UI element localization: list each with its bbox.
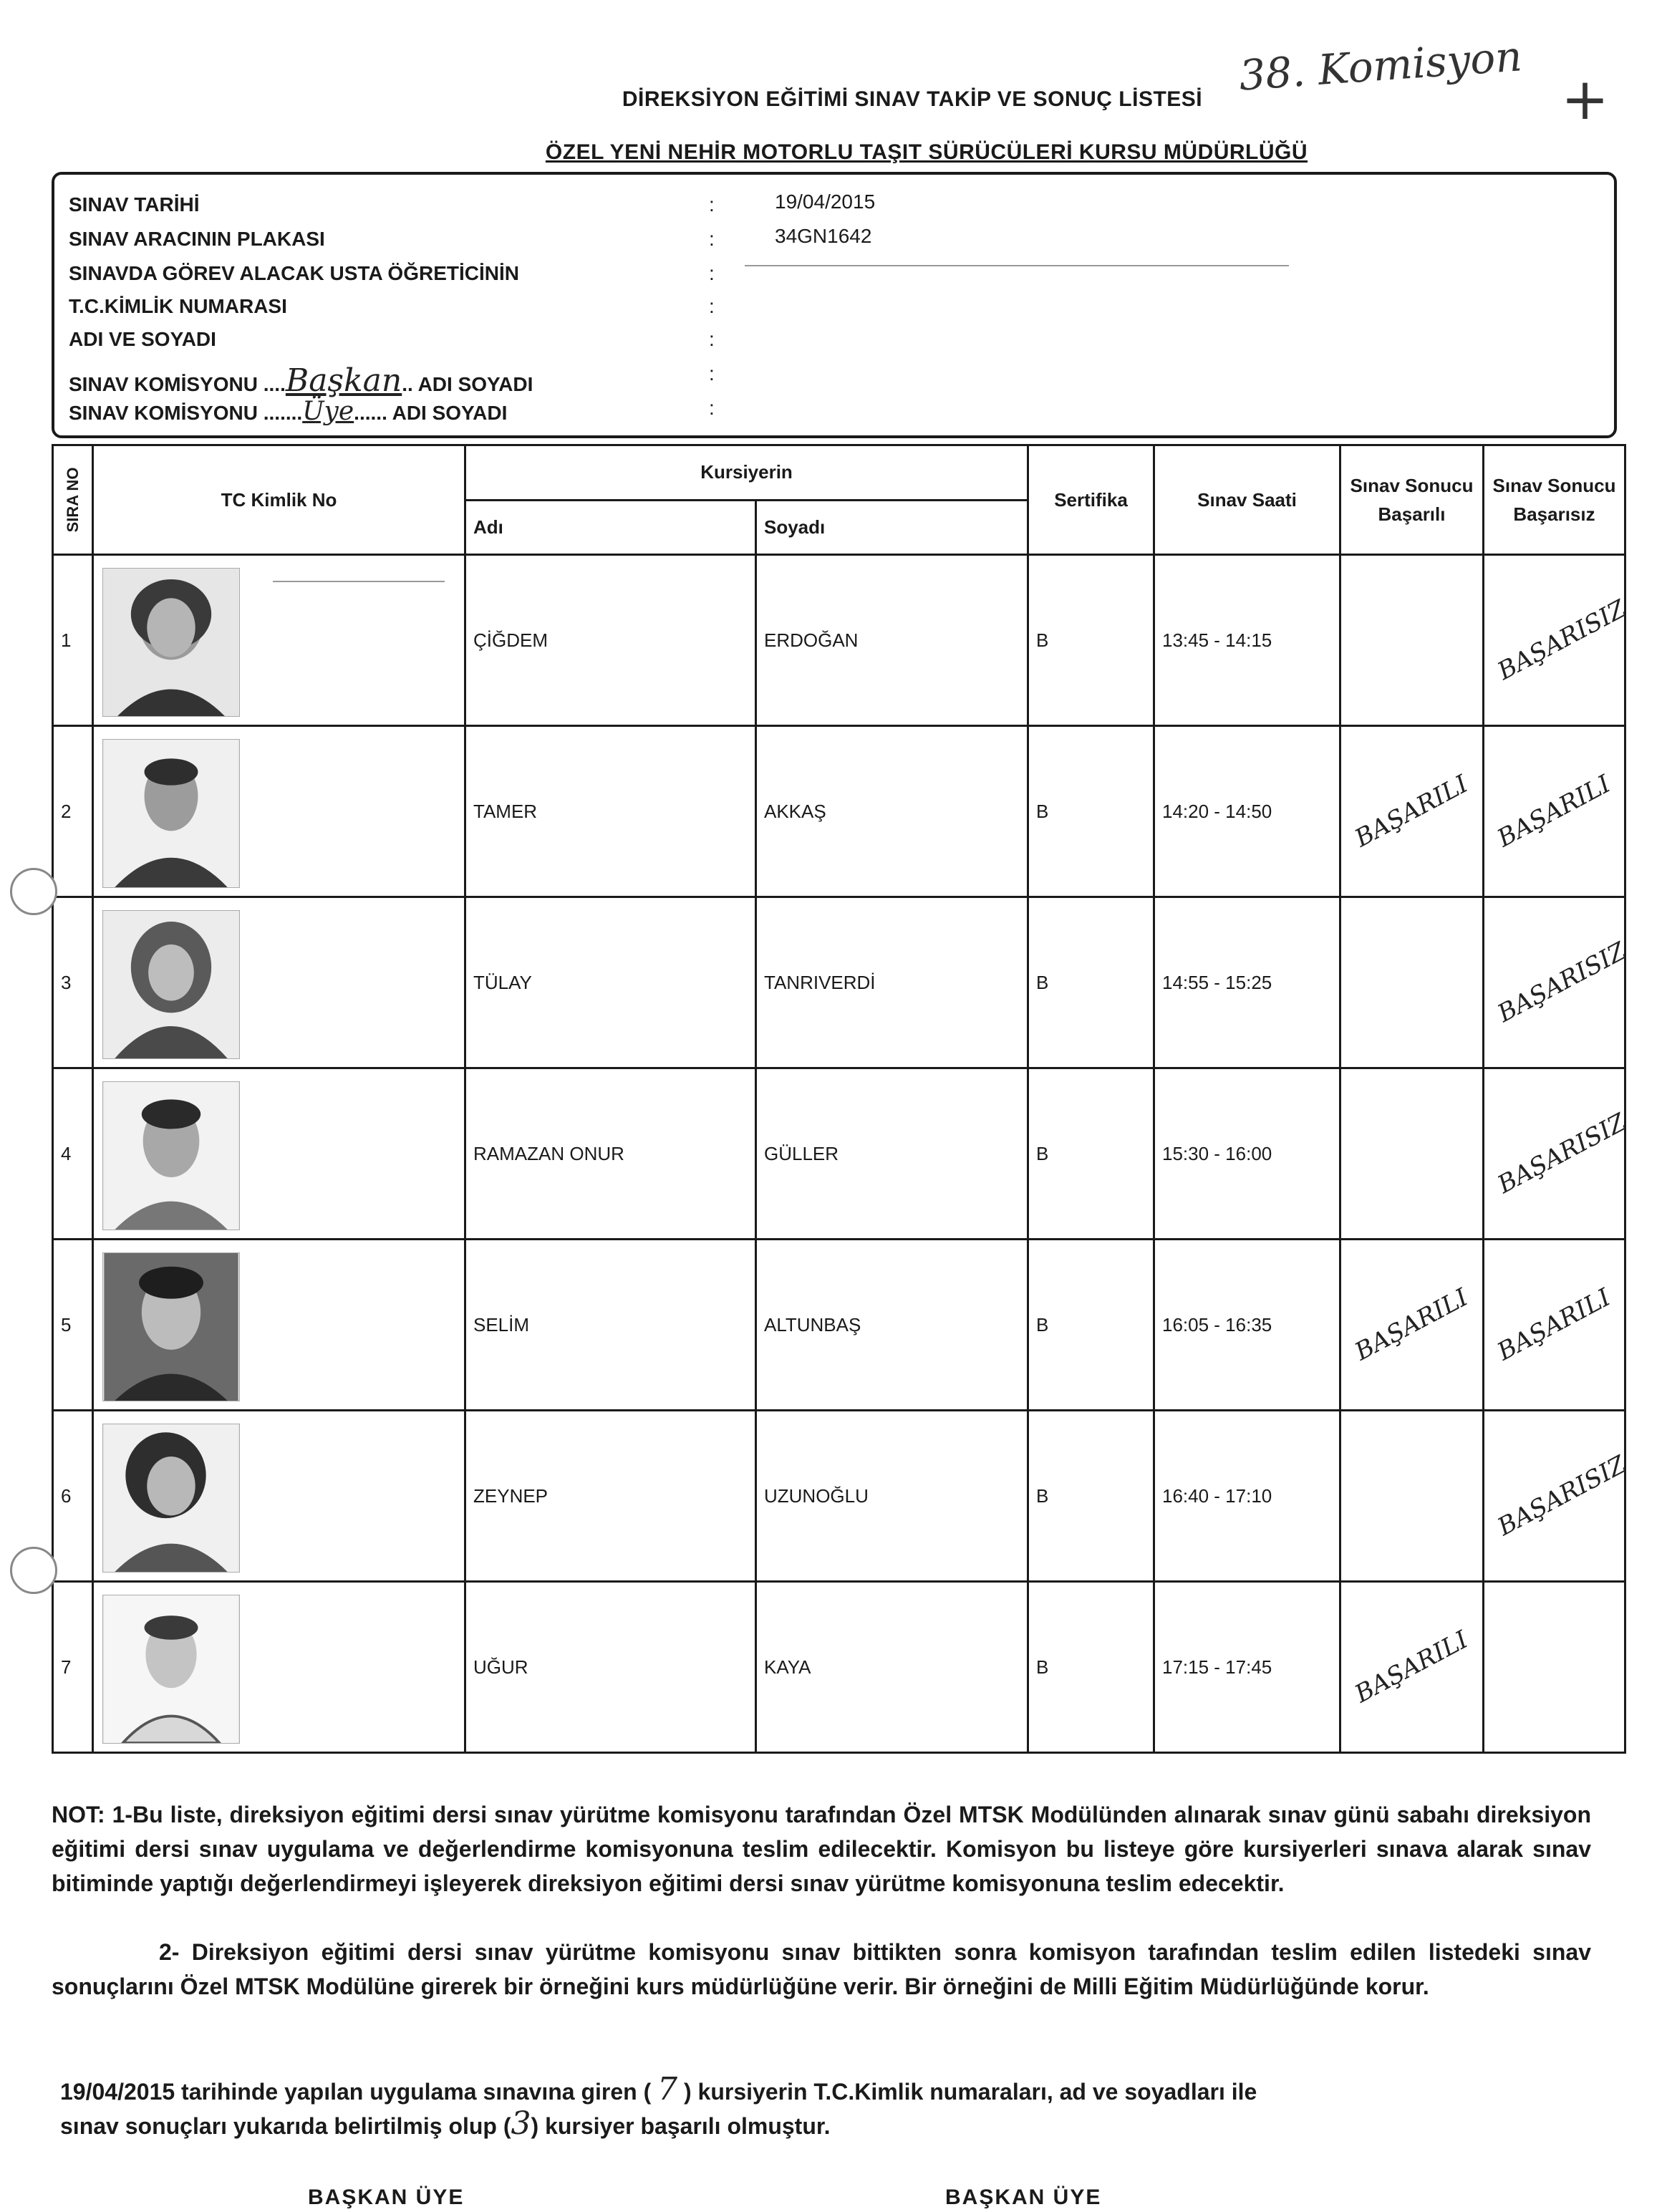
colon: :	[709, 193, 715, 216]
result-failed: BAŞARISIZ	[1484, 897, 1625, 1068]
row-number: 3	[53, 897, 93, 1068]
result-passed	[1340, 897, 1484, 1068]
exam-time: 17:15 - 17:45	[1154, 1582, 1340, 1753]
exam-time: 14:55 - 15:25	[1154, 897, 1340, 1068]
punch-hole	[10, 868, 57, 915]
candidate-first-name: TAMER	[465, 726, 756, 897]
certificate-class: B	[1028, 1068, 1154, 1240]
commission-chair-row: SINAV KOMİSYONU ....Başkan.. ADI SOYADI	[69, 362, 533, 399]
result-passed	[1340, 1411, 1484, 1582]
institution-name-text: ÖZEL YENİ NEHİR MOTORLU TAŞIT SÜRÜCÜLERİ KURSU MÜDÜRLÜĞÜ	[545, 140, 1308, 164]
table-row	[53, 1240, 1625, 1411]
certificate-class: B	[1028, 555, 1154, 726]
signature-label-right: BAŞKAN ÜYE	[945, 2186, 1102, 2209]
commission-member-label: SINAV KOMİSYONU	[69, 402, 258, 424]
certificate-class: B	[1028, 1582, 1154, 1753]
row-number: 2	[53, 726, 93, 897]
certificate-class: B	[1028, 1411, 1154, 1582]
table-row	[53, 1411, 1625, 1582]
exam-time: 16:40 - 17:10	[1154, 1411, 1340, 1582]
handwritten-commission-note: 38. Komisyon	[1237, 32, 1524, 100]
table-row	[53, 1582, 1625, 1753]
header-sira-no: SIRA NO	[53, 445, 93, 555]
result-passed: BAŞARILI	[1340, 1240, 1484, 1411]
colon: :	[709, 295, 715, 317]
colon: :	[709, 362, 715, 385]
candidate-first-name: ÇİĞDEM	[465, 555, 756, 726]
row-number: 4	[53, 1068, 93, 1240]
candidate-last-name: TANRIVERDİ	[756, 897, 1028, 1068]
header-kursiyerin: Kursiyerin	[465, 445, 1028, 501]
punch-hole	[10, 1547, 57, 1594]
candidate-last-name: ALTUNBAŞ	[756, 1240, 1028, 1411]
candidate-last-name: KAYA	[756, 1582, 1028, 1753]
colon: :	[709, 262, 715, 284]
candidate-photo	[102, 1081, 240, 1230]
candidate-photo	[102, 1252, 240, 1401]
commission-member-name-label: ADI SOYADI	[392, 402, 508, 424]
tc-photo-cell	[93, 726, 465, 897]
note-1: NOT: 1-Bu liste, direksiyon eğitimi dersi sınav yürütme komisyonu tarafından Özel MTSK Modülünden alınarak sınav günü sabahı direksiyon eğitimi dersi sınav uygulama ve değerlendirme komisyonuna teslim edilecektir. Komisyon bu listeye göre kursiyerleri sınava alarak sınav bitiminde yaptığı değerlendirmeyi işleyerek direksiyon eğitimi dersi sınav yürütme komisyonuna teslim edecektir.	[52, 1802, 1591, 1896]
header-sinav-saati: Sınav Saati	[1154, 445, 1340, 555]
result-passed: BAŞARILI	[1340, 1582, 1484, 1753]
summary-line-1: 19/04/2015 tarihinde yapılan uygulama sınavına giren ( 7 ) kursiyerin T.C.Kimlik numaraları, ad ve soyadları ile	[60, 2071, 1257, 2107]
exam-date-label: SINAV TARİHİ	[69, 193, 200, 216]
tc-photo-cell	[93, 1411, 465, 1582]
instructor-label: SINAVDA GÖREV ALACAK USTA ÖĞRETİCİNİN	[69, 262, 519, 284]
tc-number-label: T.C.KİMLİK NUMARASI	[69, 295, 287, 317]
row-number: 1	[53, 555, 93, 726]
header-soyadi: Soyadı	[756, 500, 1028, 555]
candidate-photo	[102, 1595, 240, 1744]
commission-chair-label: SINAV KOMİSYONU	[69, 373, 258, 395]
candidate-photo	[102, 910, 240, 1059]
candidate-first-name: ZEYNEP	[465, 1411, 756, 1582]
header-tc-kimlik: TC Kimlik No	[93, 445, 465, 555]
tc-photo-cell	[93, 1582, 465, 1753]
result-passed	[1340, 555, 1484, 726]
table-row	[53, 897, 1625, 1068]
candidate-last-name: GÜLLER	[756, 1068, 1028, 1240]
candidate-photo	[102, 739, 240, 888]
result-failed: BAŞARISIZ	[1484, 1068, 1625, 1240]
exam-date-value: 19/04/2015	[775, 190, 876, 213]
certificate-class: B	[1028, 1240, 1154, 1411]
candidates-table	[52, 444, 1631, 1754]
tc-photo-cell	[93, 555, 465, 726]
handwritten-member: Üye	[302, 397, 354, 426]
exam-time: 15:30 - 16:00	[1154, 1068, 1340, 1240]
certificate-class: B	[1028, 897, 1154, 1068]
result-failed: BAŞARILI	[1484, 726, 1625, 897]
row-number: 6	[53, 1411, 93, 1582]
colon: :	[709, 228, 715, 250]
result-failed: BAŞARILI	[1484, 1240, 1625, 1411]
row-number: 7	[53, 1582, 93, 1753]
candidate-last-name: ERDOĞAN	[756, 555, 1028, 726]
candidate-photo	[102, 568, 240, 717]
tc-redacted-line	[273, 581, 445, 582]
handwritten-count: 7	[657, 2071, 678, 2107]
header-basarisiz: Sınav Sonucu Başarısız	[1484, 445, 1625, 555]
tc-photo-cell	[93, 1068, 465, 1240]
commission-member-row: SINAV KOMİSYONU .......Üye...... ADI SOYADI	[69, 397, 508, 426]
candidate-first-name: RAMAZAN ONUR	[465, 1068, 756, 1240]
certificate-class: B	[1028, 726, 1154, 897]
commission-chair-name-label: ADI SOYADI	[417, 373, 533, 395]
candidate-last-name: AKKAŞ	[756, 726, 1028, 897]
colon: :	[709, 397, 715, 419]
handwritten-chair: Başkan	[285, 362, 402, 399]
candidate-photo	[102, 1424, 240, 1573]
handwritten-passed-count: 3	[511, 2105, 531, 2142]
result-failed: BAŞARISIZ	[1484, 1411, 1625, 1582]
result-passed: BAŞARILI	[1340, 726, 1484, 897]
result-failed: BAŞARISIZ	[1484, 555, 1625, 726]
plate-value: 34GN1642	[775, 225, 872, 247]
exam-time: 16:05 - 16:35	[1154, 1240, 1340, 1411]
result-failed	[1484, 1582, 1625, 1753]
table-row	[53, 1068, 1625, 1240]
exam-time: 13:45 - 14:15	[1154, 555, 1340, 726]
table-row	[53, 726, 1625, 897]
candidate-first-name: UĞUR	[465, 1582, 756, 1753]
handwritten-plus-mark: +	[1561, 66, 1610, 132]
institution-name	[0, 140, 1667, 165]
name-surname-label: ADI VE SOYADI	[69, 328, 216, 350]
signature-label-left: BAŞKAN ÜYE	[308, 2186, 465, 2209]
header-basarili: Sınav Sonucu Başarılı	[1340, 445, 1484, 555]
candidate-first-name: SELİM	[465, 1240, 756, 1411]
table-row	[53, 555, 1625, 726]
row-number: 5	[53, 1240, 93, 1411]
plate-label: SINAV ARACININ PLAKASI	[69, 228, 325, 250]
tc-photo-cell	[93, 897, 465, 1068]
instructor-blank-line	[745, 265, 1289, 266]
candidate-last-name: UZUNOĞLU	[756, 1411, 1028, 1582]
document-title: DİREKSİYON EĞİTİMİ SINAV TAKİP VE SONUÇ LİSTESİ	[622, 87, 1203, 111]
header-adi: Adı	[465, 500, 756, 555]
exam-time: 14:20 - 14:50	[1154, 726, 1340, 897]
summary-line-2: sınav sonuçları yukarıda belirtilmiş olup (3) kursiyer başarılı olmuştur.	[60, 2105, 831, 2142]
header-sertifika: Sertifika	[1028, 445, 1154, 555]
candidate-first-name: TÜLAY	[465, 897, 756, 1068]
tc-photo-cell	[93, 1240, 465, 1411]
result-passed	[1340, 1068, 1484, 1240]
colon: :	[709, 328, 715, 350]
note-2: 2- Direksiyon eğitimi dersi sınav yürütme komisyonu sınav bittikten sonra komisyon tarafından teslim edilen listedeki sınav sonuçlarını Özel MTSK Modülüne girerek bir örneğini kurs müdürlüğüne verir. Bir örneğini de Milli Eğitim Müdürlüğünde korur.	[52, 1939, 1591, 1999]
